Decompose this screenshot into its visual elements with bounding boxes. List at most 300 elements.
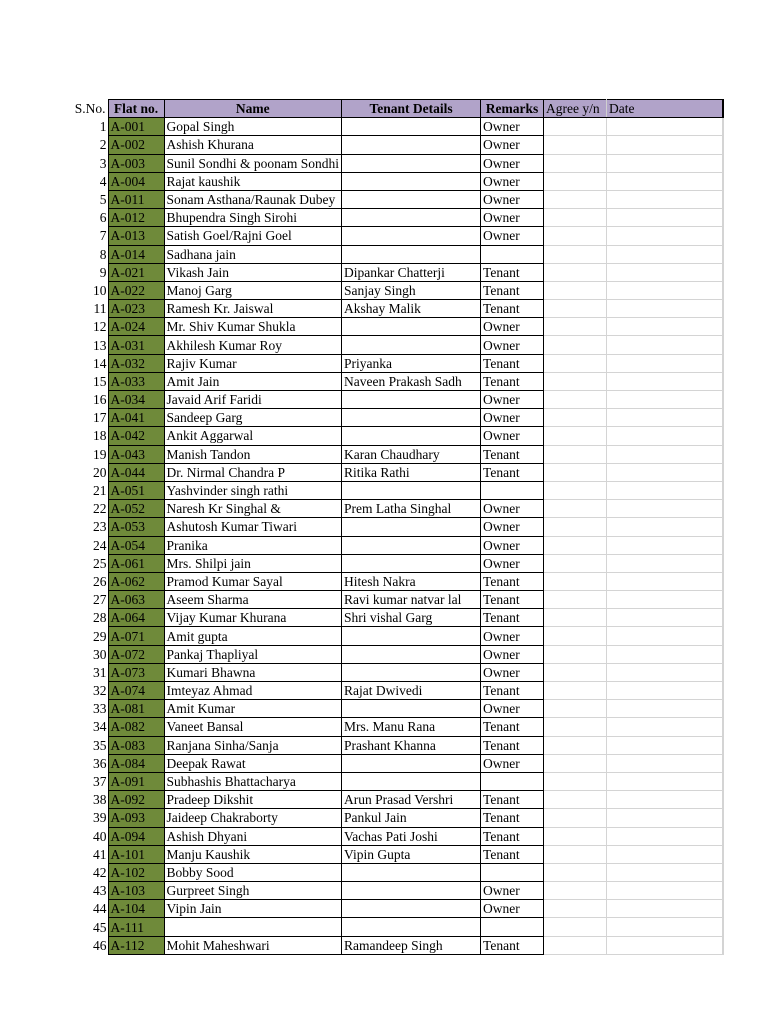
agree-cell[interactable] (544, 827, 607, 845)
remarks-cell: Owner (481, 754, 544, 772)
sno-cell: 5 (99, 192, 107, 208)
date-cell[interactable] (607, 445, 723, 463)
date-cell[interactable] (607, 827, 723, 845)
sno-cell: 29 (93, 628, 107, 644)
tenant-details-cell (342, 882, 481, 900)
sno-cell: 41 (93, 846, 107, 862)
tenant-details-cell (342, 172, 481, 190)
date-cell[interactable] (607, 609, 723, 627)
flat-no-cell: A-094 (108, 827, 164, 845)
sno-cell: 23 (93, 519, 107, 535)
date-cell[interactable] (607, 245, 723, 263)
remarks-cell: Owner (481, 663, 544, 681)
flat-no-cell: A-003 (108, 154, 164, 172)
flat-no-cell: A-101 (108, 845, 164, 863)
date-cell[interactable] (607, 136, 723, 154)
name-cell: Rajiv Kumar (164, 354, 342, 372)
table-row (60, 700, 723, 718)
date-cell[interactable] (607, 900, 723, 918)
table-row (60, 754, 723, 772)
table-row (60, 336, 723, 354)
date-cell[interactable] (607, 536, 723, 554)
agree-cell[interactable] (544, 718, 607, 736)
table-row (60, 536, 723, 554)
flat-no-cell: A-014 (108, 245, 164, 263)
tenant-details-cell: Shri vishal Garg (342, 609, 481, 627)
tenant-details-cell (342, 391, 481, 409)
tenant-details-cell (342, 190, 481, 208)
remarks-cell: Owner (481, 645, 544, 663)
flat-no-cell: A-023 (108, 300, 164, 318)
agree-cell[interactable] (544, 318, 607, 336)
name-cell: Pradeep Dikshit (164, 791, 342, 809)
name-cell: Javaid Arif Faridi (164, 391, 342, 409)
sno-cell: 4 (99, 173, 107, 189)
sno-cell: 1 (99, 119, 107, 135)
flat-no-cell: A-032 (108, 354, 164, 372)
name-cell: Satish Goel/Rajni Goel (164, 227, 342, 245)
agree-cell[interactable] (544, 700, 607, 718)
date-cell[interactable] (607, 518, 723, 536)
tenant-details-cell: Prashant Khanna (342, 736, 481, 754)
agree-cell[interactable] (544, 536, 607, 554)
agree-cell[interactable] (544, 845, 607, 863)
flat-no-cell: A-044 (108, 463, 164, 481)
date-cell[interactable] (607, 772, 723, 790)
tenant-details-cell: Pankul Jain (342, 809, 481, 827)
tenant-details-cell: Dipankar Chatterji (342, 263, 481, 281)
remarks-cell (481, 481, 544, 499)
table-row (60, 281, 723, 299)
sno-cell: 45 (93, 919, 107, 935)
header-remarks: Remarks (481, 100, 544, 118)
name-cell: Pramod Kumar Sayal (164, 572, 342, 590)
name-cell: Vipin Jain (164, 900, 342, 918)
table-row (60, 918, 723, 936)
agree-cell[interactable] (544, 500, 607, 518)
table-row (60, 663, 723, 681)
agree-cell[interactable] (544, 427, 607, 445)
agree-cell[interactable] (544, 791, 607, 809)
agree-cell[interactable] (544, 591, 607, 609)
name-cell: Rajat kaushik (164, 172, 342, 190)
table-row (60, 263, 723, 281)
flat-no-cell: A-103 (108, 882, 164, 900)
date-cell[interactable] (607, 481, 723, 499)
remarks-cell: Owner (481, 190, 544, 208)
table-row (60, 136, 723, 154)
tenant-details-cell: Karan Chaudhary (342, 445, 481, 463)
table-row (60, 445, 723, 463)
table-row (60, 591, 723, 609)
table-row (60, 863, 723, 881)
name-cell: Akhilesh Kumar Roy (164, 336, 342, 354)
name-cell: Ashish Dhyani (164, 827, 342, 845)
table-row (60, 318, 723, 336)
agree-cell[interactable] (544, 900, 607, 918)
date-cell[interactable] (607, 391, 723, 409)
flat-no-cell: A-062 (108, 572, 164, 590)
date-cell[interactable] (607, 172, 723, 190)
remarks-cell: Tenant (481, 354, 544, 372)
sno-cell: 32 (93, 683, 107, 699)
date-cell[interactable] (607, 754, 723, 772)
flat-no-cell: A-053 (108, 518, 164, 536)
name-cell: Ranjana Sinha/Sanja (164, 736, 342, 754)
date-cell[interactable] (607, 318, 723, 336)
remarks-cell: Owner (481, 500, 544, 518)
agree-cell[interactable] (544, 281, 607, 299)
agree-cell[interactable] (544, 263, 607, 281)
remarks-cell (481, 245, 544, 263)
agree-cell[interactable] (544, 154, 607, 172)
date-cell[interactable] (607, 791, 723, 809)
name-cell: Aseem Sharma (164, 591, 342, 609)
table-row (60, 481, 723, 499)
flat-no-cell: A-011 (108, 190, 164, 208)
remarks-cell: Tenant (481, 845, 544, 863)
date-cell[interactable] (607, 354, 723, 372)
agree-cell[interactable] (544, 481, 607, 499)
name-cell: Mr. Shiv Kumar Shukla (164, 318, 342, 336)
table-row (60, 609, 723, 627)
sno-cell: 12 (93, 319, 107, 335)
tenant-details-cell (342, 318, 481, 336)
date-cell[interactable] (607, 845, 723, 863)
name-cell: Vijay Kumar Khurana (164, 609, 342, 627)
date-cell[interactable] (607, 936, 723, 954)
flat-no-cell: A-071 (108, 627, 164, 645)
flat-no-cell: A-022 (108, 281, 164, 299)
date-cell[interactable] (607, 281, 723, 299)
table-row (60, 554, 723, 572)
flat-no-cell: A-021 (108, 263, 164, 281)
flat-no-cell: A-024 (108, 318, 164, 336)
table-row (60, 209, 723, 227)
date-cell[interactable] (607, 209, 723, 227)
sno-cell: 15 (93, 373, 107, 389)
sno-cell: 14 (93, 355, 107, 371)
name-cell: Ramesh Kr. Jaiswal (164, 300, 342, 318)
name-cell: Dr. Nirmal Chandra P (164, 463, 342, 481)
flat-no-cell: A-051 (108, 481, 164, 499)
name-cell: Ashish Khurana (164, 136, 342, 154)
agree-cell[interactable] (544, 572, 607, 590)
tenant-details-cell (342, 554, 481, 572)
sno-cell: 10 (93, 282, 107, 298)
sno-cell: 27 (93, 592, 107, 608)
agree-cell[interactable] (544, 663, 607, 681)
date-cell[interactable] (607, 263, 723, 281)
table-row (60, 518, 723, 536)
table-row (60, 463, 723, 481)
flat-no-cell: A-111 (108, 918, 164, 936)
tenant-details-cell: Ritika Rathi (342, 463, 481, 481)
remarks-cell: Owner (481, 536, 544, 554)
flat-no-cell: A-083 (108, 736, 164, 754)
flat-no-cell: A-102 (108, 863, 164, 881)
tenant-details-cell (342, 154, 481, 172)
sno-cell: 31 (93, 664, 107, 680)
name-cell: Sonam Asthana/Raunak Dubey (164, 190, 342, 208)
flat-no-cell: A-061 (108, 554, 164, 572)
name-cell: Subhashis Bhattacharya (164, 772, 342, 790)
sno-cell: 36 (93, 755, 107, 771)
sno-cell: 44 (93, 901, 107, 917)
flat-no-cell: A-091 (108, 772, 164, 790)
agree-cell[interactable] (544, 936, 607, 954)
date-cell[interactable] (607, 882, 723, 900)
agree-cell[interactable] (544, 136, 607, 154)
agree-cell[interactable] (544, 863, 607, 881)
sno-cell: 24 (93, 537, 107, 553)
flat-no-cell: A-012 (108, 209, 164, 227)
date-cell[interactable] (607, 809, 723, 827)
date-cell[interactable] (607, 118, 723, 136)
table-row (60, 391, 723, 409)
agree-cell[interactable] (544, 409, 607, 427)
remarks-cell: Owner (481, 554, 544, 572)
agree-cell[interactable] (544, 645, 607, 663)
agree-cell[interactable] (544, 918, 607, 936)
name-cell: Deepak Rawat (164, 754, 342, 772)
date-cell[interactable] (607, 918, 723, 936)
date-cell[interactable] (607, 227, 723, 245)
agree-cell[interactable] (544, 627, 607, 645)
agree-cell[interactable] (544, 682, 607, 700)
sno-cell: 19 (93, 446, 107, 462)
remarks-cell (481, 863, 544, 881)
agree-cell[interactable] (544, 518, 607, 536)
tenant-details-cell (342, 536, 481, 554)
agree-cell[interactable] (544, 772, 607, 790)
agree-cell[interactable] (544, 227, 607, 245)
remarks-cell (481, 772, 544, 790)
date-cell[interactable] (607, 154, 723, 172)
tenant-details-cell: Sanjay Singh (342, 281, 481, 299)
date-cell[interactable] (607, 190, 723, 208)
agree-cell[interactable] (544, 209, 607, 227)
table-row (60, 354, 723, 372)
flat-no-cell: A-004 (108, 172, 164, 190)
remarks-cell: Tenant (481, 791, 544, 809)
table-row (60, 190, 723, 208)
name-cell: Pranika (164, 536, 342, 554)
tenant-details-cell: Priyanka (342, 354, 481, 372)
date-cell[interactable] (607, 336, 723, 354)
tenant-details-cell: Prem Latha Singhal (342, 500, 481, 518)
remarks-cell: Owner (481, 227, 544, 245)
date-cell[interactable] (607, 627, 723, 645)
table-row (60, 936, 723, 954)
name-cell: Amit gupta (164, 627, 342, 645)
date-cell[interactable] (607, 700, 723, 718)
date-cell[interactable] (607, 718, 723, 736)
sno-cell: 25 (93, 555, 107, 571)
agree-cell[interactable] (544, 463, 607, 481)
tenant-details-cell: Vipin Gupta (342, 845, 481, 863)
header-sno: S.No. (60, 100, 108, 118)
sno-cell: 38 (93, 792, 107, 808)
sno-cell: 7 (99, 228, 107, 244)
flat-no-cell: A-052 (108, 500, 164, 518)
name-cell: Gurpreet Singh (164, 882, 342, 900)
tenant-details-cell (342, 645, 481, 663)
remarks-cell: Tenant (481, 372, 544, 390)
tenant-details-cell (342, 245, 481, 263)
agree-cell[interactable] (544, 736, 607, 754)
flat-no-cell: A-082 (108, 718, 164, 736)
date-cell[interactable] (607, 463, 723, 481)
tenant-details-cell: Vachas Pati Joshi (342, 827, 481, 845)
table-row (60, 172, 723, 190)
date-cell[interactable] (607, 645, 723, 663)
agree-cell[interactable] (544, 118, 607, 136)
agree-cell[interactable] (544, 882, 607, 900)
agree-cell[interactable] (544, 336, 607, 354)
flat-no-cell: A-073 (108, 663, 164, 681)
remarks-cell: Owner (481, 409, 544, 427)
table-row (60, 372, 723, 390)
flat-no-cell: A-054 (108, 536, 164, 554)
name-cell: Gopal Singh (164, 118, 342, 136)
agree-cell[interactable] (544, 809, 607, 827)
sno-cell: 40 (93, 828, 107, 844)
header-tenant-details: Tenant Details (342, 100, 481, 118)
name-cell: Manish Tandon (164, 445, 342, 463)
date-cell[interactable] (607, 409, 723, 427)
remarks-cell: Owner (481, 336, 544, 354)
sno-cell: 39 (93, 810, 107, 826)
flat-no-cell: A-084 (108, 754, 164, 772)
remarks-cell: Tenant (481, 281, 544, 299)
remarks-cell: Owner (481, 154, 544, 172)
date-cell[interactable] (607, 572, 723, 590)
tenant-details-cell (342, 663, 481, 681)
date-cell[interactable] (607, 663, 723, 681)
table-row (60, 682, 723, 700)
agree-cell[interactable] (544, 354, 607, 372)
tenant-details-cell: Ravi kumar natvar lal (342, 591, 481, 609)
flat-no-cell: A-093 (108, 809, 164, 827)
date-cell[interactable] (607, 682, 723, 700)
date-cell[interactable] (607, 736, 723, 754)
date-cell[interactable] (607, 591, 723, 609)
tenant-details-cell (342, 209, 481, 227)
name-cell (164, 918, 342, 936)
table-row (60, 427, 723, 445)
date-cell[interactable] (607, 554, 723, 572)
remarks-cell: Owner (481, 882, 544, 900)
remarks-cell: Owner (481, 391, 544, 409)
table-row (60, 627, 723, 645)
name-cell: Pankaj Thapliyal (164, 645, 342, 663)
tenant-details-cell (342, 772, 481, 790)
header-flat-no: Flat no. (108, 100, 164, 118)
agree-cell[interactable] (544, 172, 607, 190)
header-row (60, 100, 723, 118)
name-cell: Amit Kumar (164, 700, 342, 718)
sno-cell: 35 (93, 737, 107, 753)
table-row (60, 718, 723, 736)
name-cell: Yashvinder singh rathi (164, 481, 342, 499)
name-cell: Naresh Kr Singhal & (164, 500, 342, 518)
agree-cell[interactable] (544, 190, 607, 208)
agree-cell[interactable] (544, 445, 607, 463)
tenant-details-cell: Naveen Prakash Sadh (342, 372, 481, 390)
flat-no-cell: A-074 (108, 682, 164, 700)
flat-no-cell: A-112 (108, 936, 164, 954)
name-cell: Amit Jain (164, 372, 342, 390)
header-date: Date (607, 100, 723, 118)
name-cell: Kumari Bhawna (164, 663, 342, 681)
date-cell[interactable] (607, 427, 723, 445)
agree-cell[interactable] (544, 300, 607, 318)
sno-cell: 11 (93, 301, 107, 317)
name-cell: Manju Kaushik (164, 845, 342, 863)
tenant-details-cell (342, 118, 481, 136)
sno-cell: 42 (93, 864, 107, 880)
remarks-cell: Tenant (481, 718, 544, 736)
remarks-cell: Owner (481, 700, 544, 718)
agree-cell[interactable] (544, 754, 607, 772)
remarks-cell: Owner (481, 427, 544, 445)
date-cell[interactable] (607, 863, 723, 881)
tenant-details-cell (342, 863, 481, 881)
tenant-details-cell (342, 518, 481, 536)
remarks-cell: Tenant (481, 445, 544, 463)
date-cell[interactable] (607, 500, 723, 518)
table-row (60, 300, 723, 318)
sno-cell: 18 (93, 428, 107, 444)
agree-cell[interactable] (544, 391, 607, 409)
name-cell: Imteyaz Ahmad (164, 682, 342, 700)
table-row (60, 118, 723, 136)
flat-no-cell: A-081 (108, 700, 164, 718)
flat-no-cell: A-064 (108, 609, 164, 627)
sno-cell: 33 (93, 701, 107, 717)
tenant-details-cell: Hitesh Nakra (342, 572, 481, 590)
table-row (60, 154, 723, 172)
sno-cell: 34 (93, 719, 107, 735)
name-cell: Manoj Garg (164, 281, 342, 299)
header-agree: Agree y/n (544, 100, 607, 118)
tenant-details-cell (342, 918, 481, 936)
flat-no-cell: A-013 (108, 227, 164, 245)
date-cell[interactable] (607, 300, 723, 318)
agree-cell[interactable] (544, 554, 607, 572)
date-cell[interactable] (607, 372, 723, 390)
remarks-cell: Owner (481, 627, 544, 645)
remarks-cell: Tenant (481, 263, 544, 281)
tenant-details-cell (342, 409, 481, 427)
header-name: Name (164, 100, 342, 118)
agree-cell[interactable] (544, 245, 607, 263)
agree-cell[interactable] (544, 372, 607, 390)
sno-cell: 6 (99, 210, 107, 226)
tenant-details-cell (342, 427, 481, 445)
table-header (60, 100, 723, 118)
remarks-cell: Tenant (481, 682, 544, 700)
agree-cell[interactable] (544, 609, 607, 627)
name-cell: Ashutosh Kumar Tiwari (164, 518, 342, 536)
sno-cell: 13 (93, 337, 107, 353)
flat-register-table (60, 99, 724, 955)
flat-no-cell: A-104 (108, 900, 164, 918)
tenant-details-cell: Ramandeep Singh (342, 936, 481, 954)
remarks-cell (481, 918, 544, 936)
sno-cell: 9 (99, 264, 107, 280)
